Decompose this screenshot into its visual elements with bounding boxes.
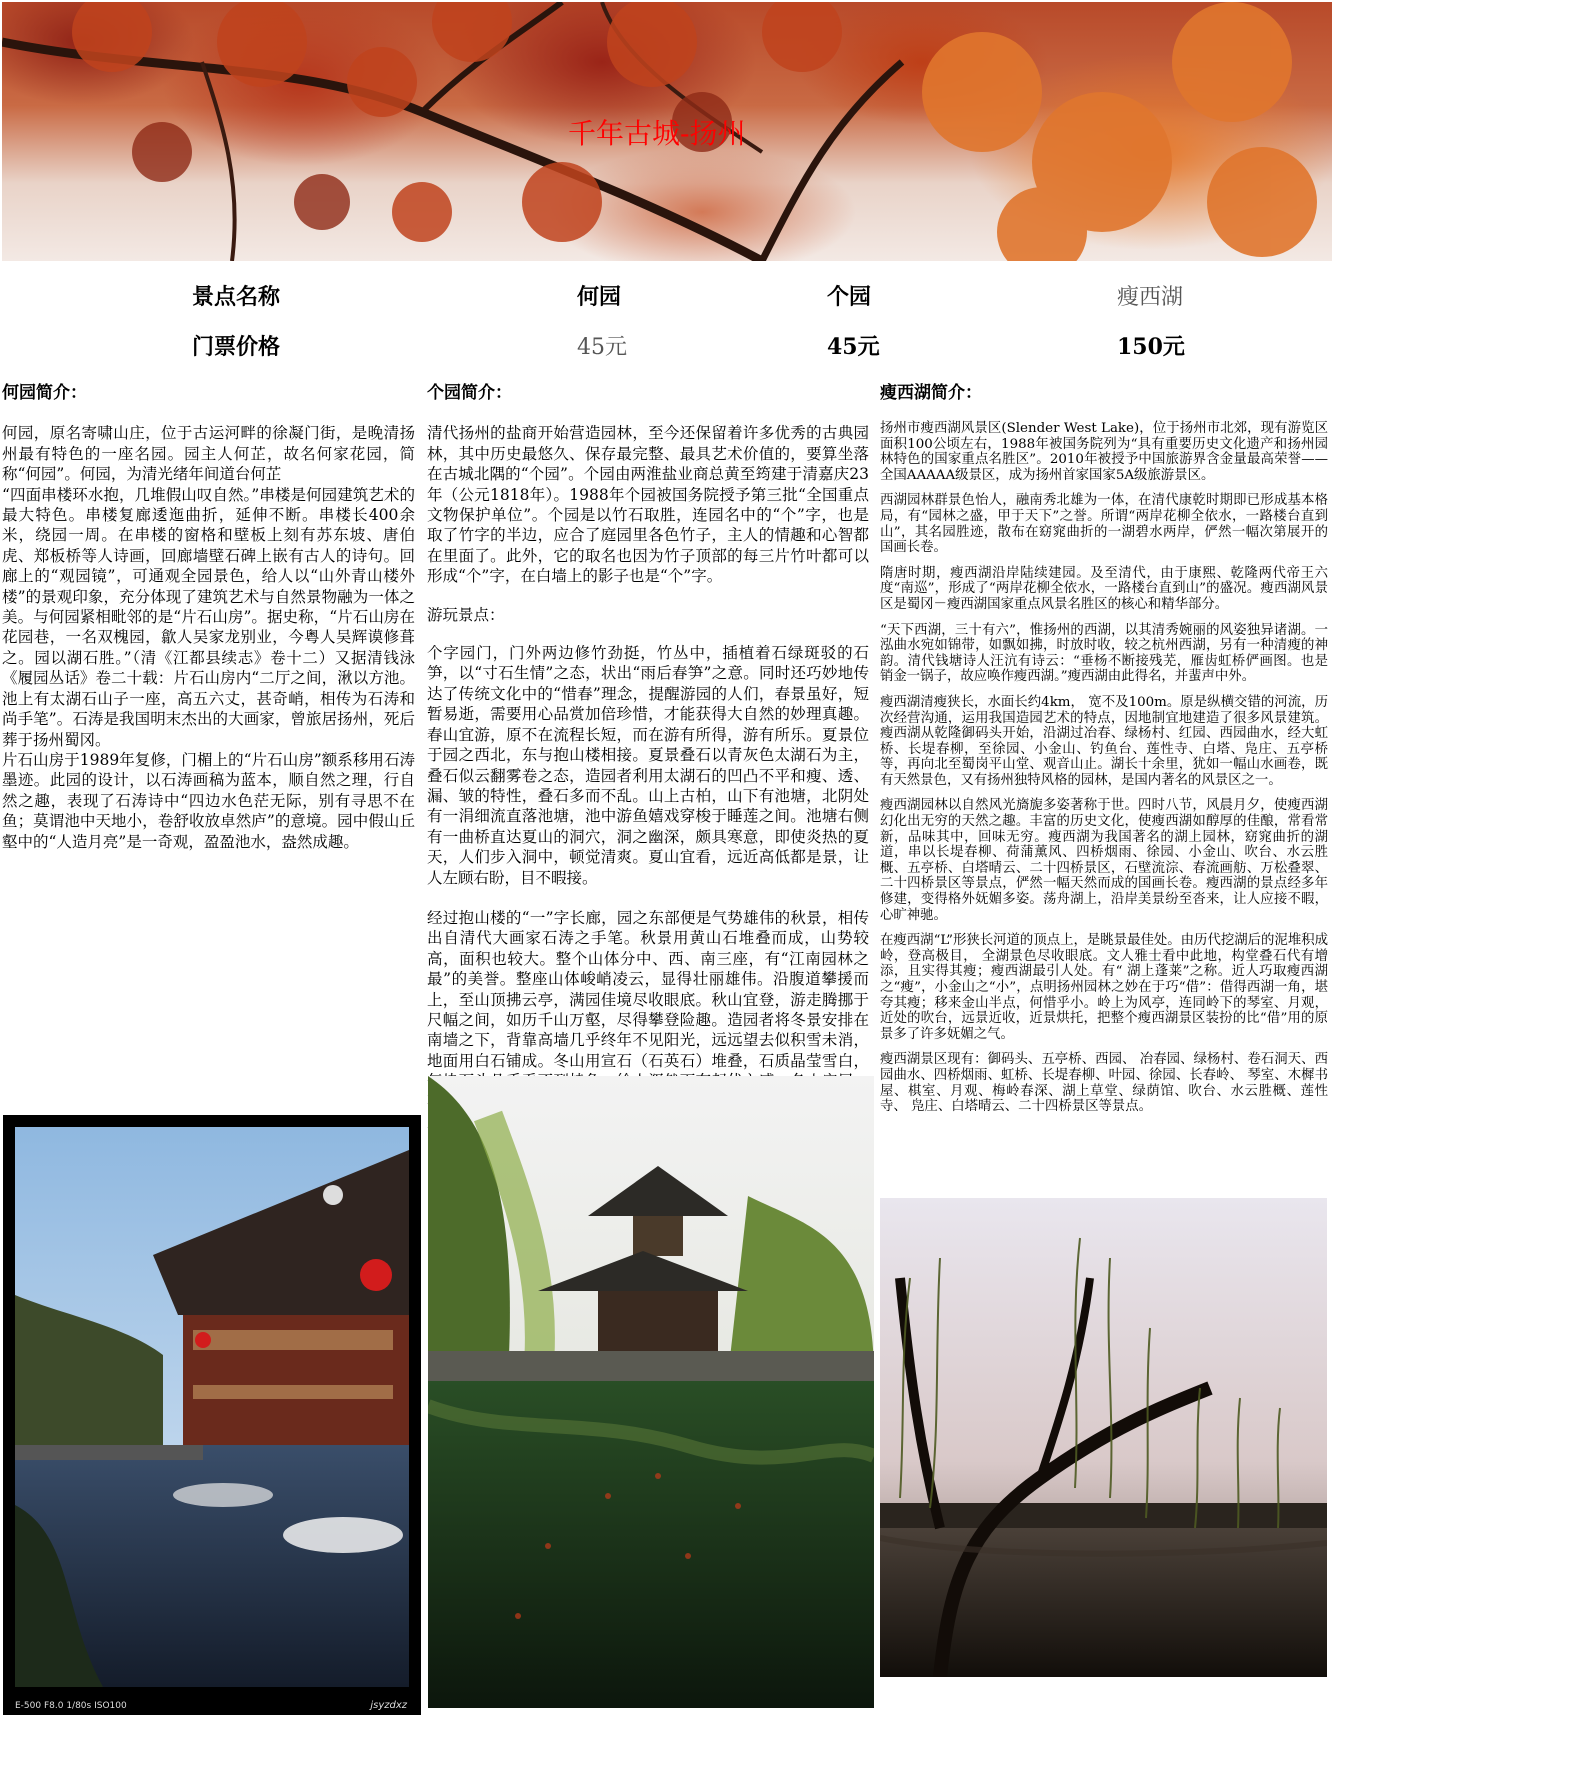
table-header-row bbox=[2, 270, 1332, 320]
geyuan-pond-illustration bbox=[428, 1076, 874, 1708]
ticket-price-table bbox=[2, 270, 1332, 370]
heyuan-heading: 何园简介： bbox=[2, 383, 87, 403]
geyuan-column bbox=[427, 383, 869, 1132]
header-heyuan: 何园 bbox=[577, 283, 622, 310]
shouxihu-paragraph: 瘦西湖景区现有：御码头、五亭桥、西园、 冶春园、绿杨村、卷石洞天、西园曲水、四桥烟雨、虹桥、长堤春柳、叶园、徐园、长春岭、 琴室、木樨书屋、棋室、月观、梅岭春深、湖上草堂、绿荫馆、吹台、水云胜概、莲性寺、 凫庄、白塔晴云、二十四桥景区等景点。 bbox=[880, 1052, 1328, 1115]
photo-signature: jsyzdxz bbox=[370, 1700, 407, 1711]
shouxihu-paragraph: 扬州市瘦西湖风景区(Slender West Lake)，位于扬州市北郊，现有游览区面积100公顷左右，1988年被国务院列为“具有重要历史文化遗产和扬州园林特色的国家重点名胜区”。2010年被授予中国旅游界含金量最高荣誉——全国AAAAA级景区，成为扬州首家国家5A级旅游景区。 bbox=[880, 421, 1328, 483]
price-heyuan: 45元 bbox=[577, 334, 627, 360]
heyuan-paragraph: “四面串楼环水抱，几堆假山叹自然。”串楼是何园建筑艺术的最大特色。串楼复廊逶迤曲折，延伸不断。串楼长400余米，绕园一周。在串楼的窗格和壁板上刻有苏东坡、唐伯虎、郑板桥等人诗画，回廊墙壁石碑上嵌有古人的诗句。回廊上的“观园镜”，可通观全园景色，给人以“山外青山楼外楼”的景观印象，充分体现了建筑艺术与自然景物融为一体之美。与何园紧相毗邻的是“片石山房”。据史称，“片石山房在花园巷，一名双槐园，歙人吴家龙别业，今粤人吴辉谟修葺之。园以湖石胜。”（清《江都县续志》卷十二）又据清钱泳《履园丛话》卷二十载：片石山房内“二厅之间，湫以方池。池上有太湖石山子一座，高五六丈，甚奇峭，相传为石涛和尚手笔”。石涛是我国明末杰出的大画家，曾旅居扬州，死后葬于扬州蜀冈。 bbox=[2, 485, 415, 749]
geyuan-paragraph: 个字园门，门外两边修竹劲挺，竹丛中，插植着石绿斑驳的石笋，以“寸石生情”之态，状出“雨后春笋”之意。同时还巧妙地传达了传统文化中的“惜春”理念，提醒游园的人们，春景虽好，短暂易逝，需要用心品赏加倍珍惜，才能获得大自然的妙理真趣。春山宜游，原不在流程长短，而在游有所得，游有所乐。夏景位于园之西北，东与抱山楼相接。夏景叠石以青灰色太湖石为主，叠石似云翻雾卷之态，造园者利用太湖石的凹凸不平和瘦、透、漏、皱的特性，叠石多而不乱。山上古柏，山下有池塘，北阴处有一涓细流直落池塘，池中游鱼嬉戏穿梭于睡莲之间。池塘右侧有一曲桥直达夏山的洞穴，洞之幽深，颇具寒意，即使炎热的夏天，人们步入洞中，顿觉清爽。夏山宜看，远近高低都是景，让人左顾右盼，目不暇接。 bbox=[427, 644, 869, 887]
shouxihu-paragraph: 在瘦西湖“L”形狭长河道的顶点上，是眺景最佳处。由历代挖湖后的泥堆积成岭，登高极目， 全湖景色尽收眼底。文人雅士看中此地，构堂叠石代有增添，且实得其瘦；瘦西湖最引人处。有“ 湖上蓬莱”之称。近人巧取瘦西湖之“瘦”，小金山之“小”，点明扬州园林之妙在于巧“借”：借得西湖一角，堪夸其瘦；移来金山半点，何惜乎小。岭上为风亭，连同岭下的琴室、月观， 近处的吹台，远景近收，近景烘托，把整个瘦西湖景区装扮的比“借”用的原景多了许多妩媚之气。 bbox=[880, 933, 1328, 1042]
heyuan-paragraph: 何园，原名寄啸山庄，位于古运河畔的徐凝门街，是晚清扬州最有特色的一座名园。园主人何芷，故名何家花园，简称“何园”。何园，为清光绪年间道台何芷 bbox=[2, 424, 415, 484]
shouxihu-willow-illustration bbox=[880, 1198, 1327, 1677]
row-label-ticket-price: 门票价格 bbox=[192, 333, 281, 360]
photo-exif-caption: E-500 F8.0 1/80s ISO100 bbox=[15, 1701, 127, 1711]
shouxihu-heading: 瘦西湖简介： bbox=[880, 383, 982, 403]
heyuan-column bbox=[2, 383, 415, 852]
heyuan-photo bbox=[3, 1115, 421, 1715]
heyuan-pavilion-illustration bbox=[3, 1115, 421, 1715]
shouxihu-paragraph: 隋唐时期，瘦西湖沿岸陆续建园。及至清代，由于康熙、乾隆两代帝王六度“南巡”，形成了“两岸花柳全依水，一路楼台直到山”的盛况。瘦西湖风景区是蜀冈－瘦西湖国家重点风景名胜区的核心和精华部分。 bbox=[880, 565, 1328, 612]
shouxihu-column bbox=[880, 383, 1328, 1115]
shouxihu-paragraph: 瘦西湖清瘦狭长，水面长约4km， 宽不及100m。原是纵横交错的河流，历次经营沟通，运用我国造园艺术的特点，因地制宜地建造了很多风景建筑。瘦西湖从乾隆御码头开始，沿湖过冶春、绿杨村、红园、西园曲水，经大虹桥、长堤春柳，至徐园、小金山、钓鱼台、莲性寺、白塔、凫庄、五亭桥等，再向北至蜀岗平山堂、观音山止。湖长十余里，犹如一幅山水画卷，既有天然景色，又有扬州独特风格的园林，是国内著名的风景区之一。 bbox=[880, 694, 1328, 788]
header-shouxihu: 瘦西湖 bbox=[1117, 284, 1184, 310]
shouxihu-paragraph: “天下西湖，三十有六”，惟扬州的西湖，以其清秀婉丽的风姿独异诸湖。一泓曲水宛如锦带，如飘如拂，时放时收，较之杭州西湖，另有一种清瘦的神韵。清代钱塘诗人汪沆有诗云：“垂杨不断接残芜，雁齿虹桥俨画图。也是销金一锅子，故应唤作瘦西湖。”瘦西湖由此得名，并蜚声中外。 bbox=[880, 622, 1328, 685]
shouxihu-photo bbox=[880, 1198, 1327, 1677]
header-attraction-name: 景点名称 bbox=[192, 283, 281, 310]
site-title: 千年古城-扬州 bbox=[568, 117, 746, 150]
price-geyuan: 45元 bbox=[827, 333, 880, 360]
geyuan-photo bbox=[428, 1076, 874, 1708]
heyuan-paragraph: 片石山房于1989年复修，门楣上的“片石山房”额系移用石涛墨迹。此园的设计，以石涛画稿为蓝本，顺自然之理，行自然之趣，表现了石涛诗中“四边水色茫无际，别有寻思不在鱼；莫谓池中天地小，卷舒收放卓然庐”的意境。园中假山丘壑中的“人造月亮”是一奇观，盈盈池水，盎然成趣。 bbox=[2, 750, 415, 851]
shouxihu-paragraph: 西湖园林群景色怡人，融南秀北雄为一体，在清代康乾时期即已形成基本格局，有“园林之盛，甲于天下”之誉。所谓“两岸花柳全依水，一路楼台直到山”，其名园胜迹，散布在窈窕曲折的一湖碧水两岸，俨然一幅次第展开的国画长卷。 bbox=[880, 493, 1328, 556]
header-banner bbox=[2, 2, 1332, 261]
geyuan-heading: 个园简介： bbox=[427, 383, 512, 403]
header-geyuan: 个园 bbox=[827, 283, 872, 310]
shouxihu-paragraph: 瘦西湖园林以自然风光旖旎多姿著称于世。四时八节，风晨月夕，使瘦西湖 幻化出无穷的天然之趣。丰富的历史文化，使瘦西湖如醇厚的佳酿，常看常新，品味其中，回味无穷。瘦西湖为我国著名的湖上园林，窈窕曲折的湖道，串以长堤春柳、荷蒲薰风、四桥烟雨、徐园、小金山、吹台、水云胜概、五亭桥、白塔晴云、二十四桥景区，石壁流淙、春流画舫、万松叠翠、二十四桥景区等景点，俨然一幅天然而成的国画长卷。瘦西湖的景点经多年修建，变得格外妩媚多姿。荡舟湖上，沿岸美景纷至沓来，让人应接不暇，心旷神驰。 bbox=[880, 798, 1328, 923]
price-shouxihu: 150元 bbox=[1117, 333, 1185, 360]
table-price-row bbox=[2, 320, 1332, 370]
geyuan-paragraph: 经过抱山楼的“一”字长廊，园之东部便是气势雄伟的秋景，相传出自清代大画家石涛之手笔。秋景用黄山石堆叠而成，山势较高，面积也较大。整个山体分中、西、南三座，有“江南园林之最”的美誉。整座山体峻峭凌云，显得壮丽雄伟。沿腹道攀援而上，至山顶拂云亭，满园佳境尽收眼底。秋山宜登，游走腾挪于尺幅之间，如历千山万壑，尽得攀登险趣。造园者将冬景安排在南墙之下，背靠高墙几乎终年不见阳光，远远望去似积雪未消，地面用白石铺成。冬山用宣石（石英石）堆叠，石质晶莹雪白， bbox=[427, 908, 869, 1070]
geyuan-intro: 清代扬州的盐商开始营造园林，至今还保留着许多优秀的古典园林，其中历史最悠久、保存最完整、最具艺术价值的，要算坐落在古城北隅的“个园”。个园由两淮盐业商总黄至筠建于清嘉庆23年（公元1818年）。1988年个园被国务院授予第三批“全国重点文物保护单位”。个园是以竹石取胜，连园名中的“个”字，也是取了竹字的半边，应合了庭园里各色竹子，主人的情趣和心智都在里面了。此外，它的取名也因为竹子顶部的每三片竹叶都可以形成“个”字，在白墙上的影子也是“个”字。 bbox=[427, 424, 869, 586]
geyuan-subheading: 游玩景点： bbox=[427, 605, 505, 624]
